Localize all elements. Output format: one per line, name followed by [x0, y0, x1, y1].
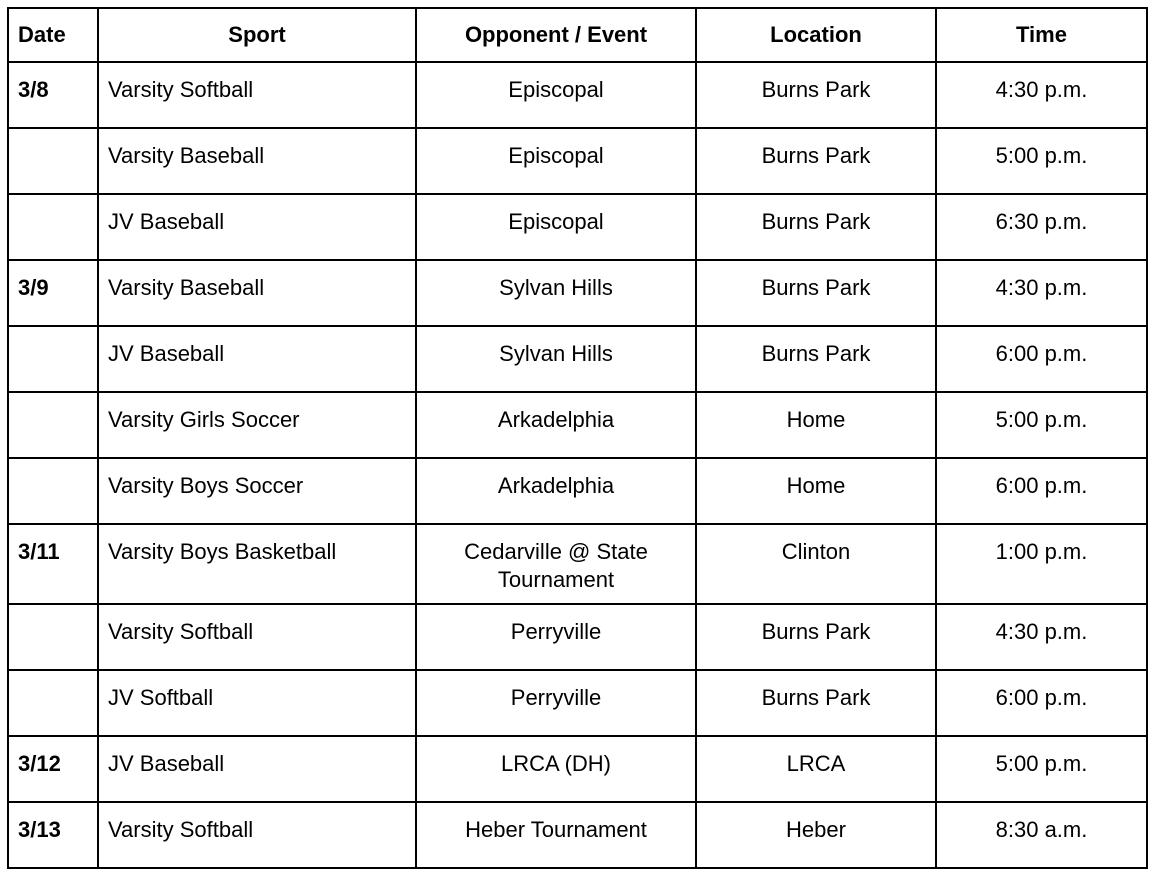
location-cell: Home — [696, 392, 936, 458]
table-row — [8, 802, 1147, 868]
sport-cell: Varsity Softball — [98, 604, 416, 670]
sport-cell: Varsity Baseball — [98, 260, 416, 326]
time-cell: 6:30 p.m. — [936, 194, 1147, 260]
opponent-cell: Episcopal — [416, 62, 696, 128]
date-cell: 3/11 — [8, 524, 98, 604]
location-cell: Burns Park — [696, 62, 936, 128]
location-cell: Heber — [696, 802, 936, 868]
location-cell: LRCA — [696, 736, 936, 802]
opponent-cell: Perryville — [416, 604, 696, 670]
opponent-cell: Perryville — [416, 670, 696, 736]
sport-cell: Varsity Girls Soccer — [98, 392, 416, 458]
location-cell: Burns Park — [696, 128, 936, 194]
location-cell: Clinton — [696, 524, 936, 604]
table-row — [8, 128, 1147, 194]
date-cell: 3/9 — [8, 260, 98, 326]
time-cell: 4:30 p.m. — [936, 260, 1147, 326]
time-cell: 5:00 p.m. — [936, 736, 1147, 802]
table-row — [8, 194, 1147, 260]
opponent-cell: LRCA (DH) — [416, 736, 696, 802]
sport-cell: Varsity Softball — [98, 62, 416, 128]
time-cell: 1:00 p.m. — [936, 524, 1147, 604]
location-cell: Home — [696, 458, 936, 524]
sport-cell: JV Baseball — [98, 326, 416, 392]
date-cell — [8, 670, 98, 736]
opponent-cell: Sylvan Hills — [416, 326, 696, 392]
opponent-cell: Sylvan Hills — [416, 260, 696, 326]
header-date: Date — [8, 8, 98, 62]
sport-cell: JV Softball — [98, 670, 416, 736]
location-cell: Burns Park — [696, 326, 936, 392]
table-row — [8, 326, 1147, 392]
sport-cell: Varsity Boys Soccer — [98, 458, 416, 524]
header-opponent: Opponent / Event — [416, 8, 696, 62]
date-cell — [8, 128, 98, 194]
time-cell: 6:00 p.m. — [936, 458, 1147, 524]
opponent-cell: Arkadelphia — [416, 458, 696, 524]
date-cell — [8, 194, 98, 260]
opponent-cell: Heber Tournament — [416, 802, 696, 868]
header-row — [8, 8, 1147, 62]
table-row — [8, 458, 1147, 524]
table-row — [8, 736, 1147, 802]
location-cell: Burns Park — [696, 604, 936, 670]
date-cell — [8, 604, 98, 670]
table-row — [8, 524, 1147, 604]
sport-cell: Varsity Baseball — [98, 128, 416, 194]
opponent-cell: Cedarville @ State Tournament — [416, 524, 696, 604]
date-cell — [8, 458, 98, 524]
sport-cell: JV Baseball — [98, 194, 416, 260]
time-cell: 4:30 p.m. — [936, 604, 1147, 670]
schedule-table — [7, 7, 1148, 869]
table-row — [8, 260, 1147, 326]
opponent-cell: Episcopal — [416, 194, 696, 260]
sport-cell: Varsity Boys Basketball — [98, 524, 416, 604]
table-row — [8, 670, 1147, 736]
date-cell: 3/8 — [8, 62, 98, 128]
time-cell: 5:00 p.m. — [936, 392, 1147, 458]
opponent-cell: Episcopal — [416, 128, 696, 194]
table-row — [8, 62, 1147, 128]
header-time: Time — [936, 8, 1147, 62]
time-cell: 5:00 p.m. — [936, 128, 1147, 194]
date-cell — [8, 392, 98, 458]
sport-cell: JV Baseball — [98, 736, 416, 802]
location-cell: Burns Park — [696, 670, 936, 736]
location-cell: Burns Park — [696, 260, 936, 326]
table-header — [8, 8, 1147, 62]
header-sport: Sport — [98, 8, 416, 62]
sport-cell: Varsity Softball — [98, 802, 416, 868]
location-cell: Burns Park — [696, 194, 936, 260]
date-cell — [8, 326, 98, 392]
time-cell: 6:00 p.m. — [936, 670, 1147, 736]
time-cell: 4:30 p.m. — [936, 62, 1147, 128]
date-cell: 3/12 — [8, 736, 98, 802]
opponent-cell: Arkadelphia — [416, 392, 696, 458]
table-row — [8, 604, 1147, 670]
time-cell: 6:00 p.m. — [936, 326, 1147, 392]
table-row — [8, 392, 1147, 458]
time-cell: 8:30 a.m. — [936, 802, 1147, 868]
header-location: Location — [696, 8, 936, 62]
table-body — [8, 62, 1147, 868]
date-cell: 3/13 — [8, 802, 98, 868]
